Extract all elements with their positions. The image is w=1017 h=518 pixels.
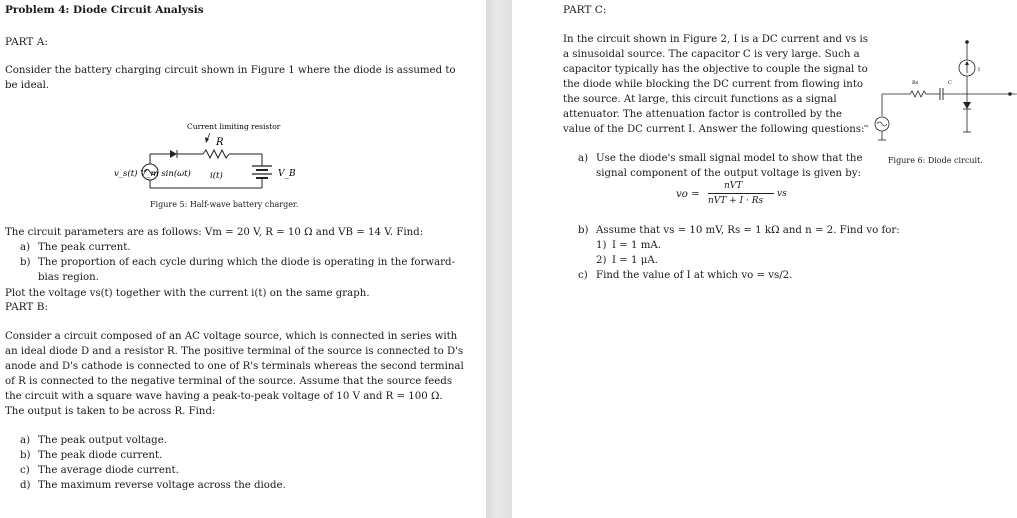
source-label: v_s(t) V_m sin(ωt) [114, 169, 191, 179]
part-a-item-b-marker: b) [20, 257, 31, 268]
part-c-intro-line: the diode while blocking the DC current from flowing into [563, 79, 864, 90]
diode-symbol [963, 102, 971, 109]
part-b-line: anode and D's cathode is connected to one of R's terminals whereas the second terminal [5, 361, 464, 372]
r-label: R [216, 137, 224, 148]
question-a-line: signal component of the output voltage is given by: [596, 168, 861, 179]
question-b-sub-marker: 2) [596, 255, 607, 266]
question-b-marker: b) [578, 225, 589, 236]
current-label: i(t) [210, 171, 223, 181]
problem-title: Problem 4: Diode Circuit Analysis [5, 4, 204, 16]
resistor-label: Current limiting resistor [187, 122, 281, 131]
part-c-heading: PART C: [563, 4, 607, 16]
page-gutter [486, 0, 512, 518]
diode-symbol [170, 150, 177, 158]
part-b-line: The output is taken to be across R. Find: [5, 406, 216, 417]
part-b-item-marker: c) [20, 465, 30, 476]
i-label: I [978, 67, 980, 73]
part-a-item-a: The peak current. [38, 242, 131, 253]
vo-label: vo [1012, 91, 1017, 96]
part-a-item-a-marker: a) [20, 242, 31, 253]
part-b-item: The maximum reverse voltage across the diode. [38, 480, 286, 491]
question-b-line: Assume that vs = 10 mV, Rs = 1 kΩ and n = 2. Find vo for: [596, 225, 900, 236]
formula-numerator: nVT [724, 181, 743, 191]
left-page [0, 0, 486, 518]
right-page [512, 0, 1017, 518]
diode-circuit-figure [852, 32, 1017, 157]
part-b-item-marker: b) [20, 450, 31, 461]
part-b-line: the circuit with a square wave having a peak-to-peak voltage of 10 V and R = 100 Ω. [5, 391, 443, 402]
part-b-heading: PART B: [5, 301, 48, 313]
fraction-bar [708, 193, 774, 194]
formula-lhs: vo = [676, 189, 700, 200]
battery-label: V_B [278, 169, 296, 179]
rs-label: Rs [912, 80, 919, 86]
part-c-intro-line: attenuator. The attenuation factor is controlled by the [563, 109, 842, 120]
part-b-item-marker: d) [20, 480, 31, 491]
formula-denominator: nVT + I · Rs [708, 196, 764, 206]
part-b-item: The average diode current. [38, 465, 179, 476]
part-a-item-b-cont: bias region. [38, 272, 99, 283]
figure-5-caption: Figure 5: Half-wave battery charger. [150, 200, 299, 209]
question-c-line: Find the value of I at which vo = vs/2. [596, 270, 793, 281]
resistor-symbol [203, 150, 229, 158]
question-a-line: Use the diode's small signal model to show that the [596, 153, 863, 164]
vs-label: vs [864, 123, 869, 128]
question-c-marker: c) [578, 270, 588, 281]
part-b-line: Consider a circuit composed of an AC voltage source, which is connected in series with [5, 331, 458, 342]
battery-charger-circuit [100, 116, 320, 196]
part-a-item-b: The proportion of each cycle during which the diode is operating in the forward- [38, 257, 456, 268]
part-c-intro-line: capacitor typically has the objective to couple the signal to [563, 64, 868, 75]
part-a-intro-line: be ideal. [5, 80, 50, 91]
figure-6-caption: Figure 6: Diode circuit. [888, 156, 983, 165]
parameters-line: The circuit parameters are as follows: Vm = 20 V, R = 10 Ω and VB = 14 V. Find: [5, 227, 424, 238]
question-b-sub: I = 1 μA. [612, 255, 658, 266]
part-c-intro-line: value of the DC current I. Answer the following questions: [563, 124, 865, 135]
part-b-item-marker: a) [20, 435, 31, 446]
formula-factor: vs [777, 189, 787, 199]
question-b-sub: I = 1 mA. [612, 240, 662, 251]
part-a-intro-line: Consider the battery charging circuit shown in Figure 1 where the diode is assumed to [5, 65, 456, 76]
plot-instruction: Plot the voltage vs(t) together with the current i(t) on the same graph. [5, 288, 370, 299]
c-label: C [948, 80, 952, 86]
part-c-intro-line: a sinusoidal source. The capacitor C is very large. Such a [563, 49, 860, 60]
part-b-line: of R is connected to the negative terminal of the source. Assume that the source feeds [5, 376, 453, 387]
part-c-intro-line: In the circuit shown in Figure 2, I is a DC current and vs is [563, 34, 868, 45]
question-a-marker: a) [578, 153, 589, 164]
part-b-line: an ideal diode D and a resistor R. The positive terminal of the source is connected to D's [5, 346, 464, 357]
part-a-heading: PART A: [5, 36, 48, 48]
part-c-intro-line: the source. At large, this circuit functions as a signal [563, 94, 837, 105]
part-b-item: The peak output voltage. [38, 435, 167, 446]
question-b-sub-marker: 1) [596, 240, 607, 251]
part-b-item: The peak diode current. [38, 450, 163, 461]
rs-resistor-symbol [910, 91, 926, 97]
